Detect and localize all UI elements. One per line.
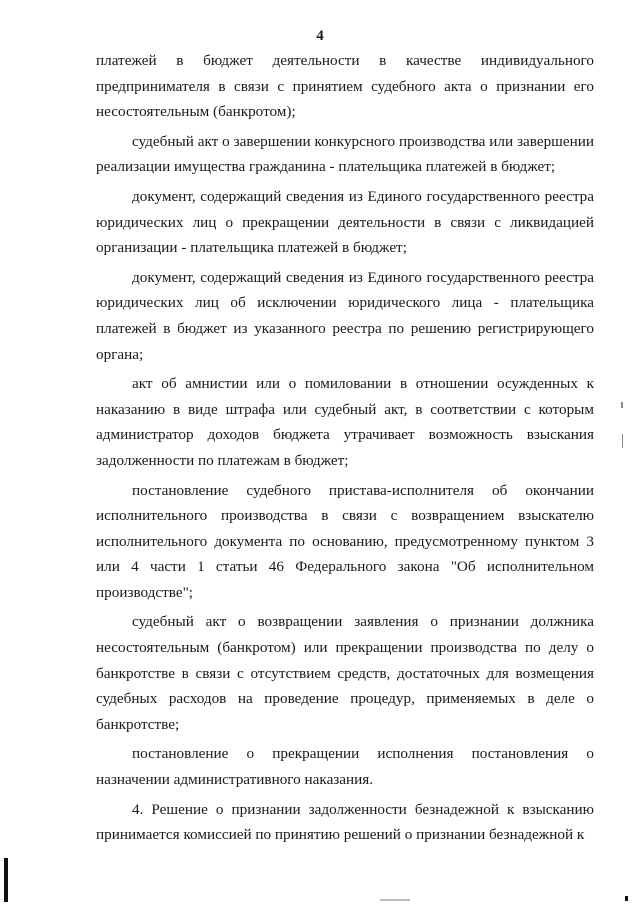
left-scan-edge-mark [4, 858, 8, 902]
paragraph-court-act-bankruptcy-completion: судебный акт о завершении конкурсного производства или завершении реализации имущества гражданина - плательщика платежей в бюджет; [96, 132, 594, 176]
right-scan-artifact-lower [622, 434, 623, 448]
right-scan-artifact-upper [621, 402, 623, 408]
paragraph-court-act-return: судебный акт о возвращении заявления о признании должника несостоятельным (банкротом) или прекращении производства по делу о банкротстве в связи с отсутствием средств, достаточных для возмещения судебных расходов на проведение процедур, применяемых в деле о банкротстве; [96, 613, 594, 733]
paragraph-amnesty-act: акт об амнистии или о помиловании в отношении осужденных к наказанию в виде штрафа или судебный акт, в соответствии с которым администратор доходов бюджета утрачивает возможность взыскания задолженности по платежам в бюджет; [96, 375, 594, 469]
bottom-right-scan-dot [625, 896, 628, 901]
paragraph-registry-exclusion: документ, содержащий сведения из Единого государственного реестра юридических лиц об исключении юридического лица - плательщика платежей в бюджет из указанного реестра по решению регистрирующего органа; [96, 268, 594, 363]
paragraph-penalty-termination: постановление о прекращении исполнения постановления о назначении административного наказания. [96, 745, 594, 789]
paragraph-registry-liquidation: документ, содержащий сведения из Единого государственного реестра юридических лиц о прекращении деятельности в связи с ликвидацией организации - плательщика платежей в бюджет; [96, 187, 594, 257]
paragraph-section-4: 4. Решение о признании задолженности безнадежной к взысканию принимается комиссией по принятию решений о признании безнадежной к [96, 800, 594, 844]
bottom-scan-artifact [380, 899, 410, 901]
paragraph-bailiff-resolution: постановление судебного пристава-исполнителя об окончании исполнительного производства в связи с возвращением взыскателю исполнительного документа по основанию, предусмотренному пунктом 3 или 4 части 1 статьи 46 Федерального закона "Об исполнительном производстве"; [96, 481, 594, 601]
paragraph-continuation: платежей в бюджет деятельности в качестве индивидуального предпринимателя в связи с принятием судебного акта о признании его несостоятельным (банкротом); [96, 52, 594, 121]
document-body [96, 48, 594, 852]
page-number: 4 [316, 28, 324, 44]
